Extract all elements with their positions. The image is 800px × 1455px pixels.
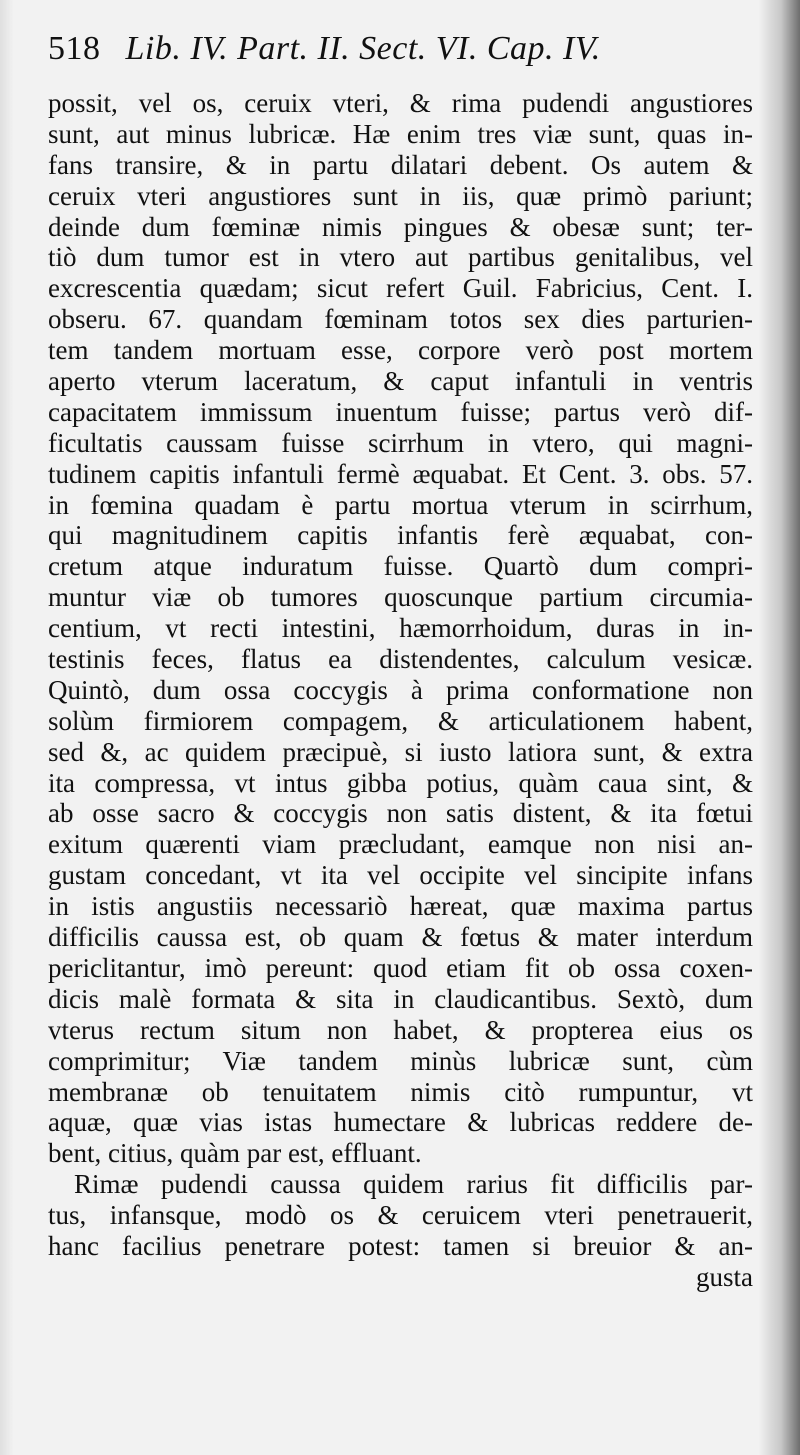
text-line: excrescentia quædam; sicut refert Guil. Fabricius, Cent. I. — [48, 273, 753, 304]
text-line: capacitatem immissum inuentum fuisse; partus verò dif- — [48, 396, 753, 427]
page-number: 518 — [48, 30, 101, 67]
text-line: tus, infansque, modò os & ceruicem vteri penetrauerit, — [48, 1200, 753, 1231]
text-line: Quintò, dum ossa coccygis à prima conformatione non — [48, 674, 753, 705]
text-line: tem tandem mortuam esse, corpore verò post mortem — [48, 335, 753, 366]
text-line: membranæ ob tenuitatem nimis citò rumpuntur, vt — [48, 1076, 753, 1107]
text-line: in istis angustiis necessariò hæreat, quæ maxima partus — [48, 891, 753, 922]
text-line: Rimæ pudendi caussa quidem rarius fit difficilis par- — [74, 1169, 753, 1200]
text-line: solùm firmiorem compagem, & articulationem habent, — [48, 705, 753, 736]
body-text — [48, 88, 753, 1293]
text-line: periclitantur, imò pereunt: quod etiam fit ob ossa coxen- — [48, 952, 753, 983]
text-line: fans transire, & in partu dilatari debent. Os autem & — [48, 149, 753, 180]
text-line: sunt, aut minus lubricæ. Hæ enim tres viæ sunt, quas in- — [48, 118, 753, 149]
text-line: vterus rectum situm non habet, & propterea eius os — [48, 1014, 753, 1045]
text-line: sed &, ac quidem præcipuè, si iusto latiora sunt, & extra — [48, 736, 753, 767]
gutter-shadow — [758, 0, 800, 1455]
text-line: bent, citius, quàm par est, effluant. — [48, 1138, 422, 1169]
text-line: obseru. 67. quandam fœminam totos sex dies parturien- — [48, 304, 753, 335]
text-line: dicis malè formata & sita in claudicantibus. Sextò, dum — [48, 983, 753, 1014]
text-line: in fœmina quadam è partu mortua vterum in scirrhum, — [48, 489, 753, 520]
text-line: gustam concedant, vt ita vel occipite vel sincipite infans — [48, 860, 753, 891]
text-line: ita compressa, vt intus gibba potius, quàm caua sint, & — [48, 767, 753, 798]
text-line: possit, vel os, ceruix vteri, & rima pudendi angustiores — [48, 88, 753, 118]
text-line: comprimitur; Viæ tandem minùs lubricæ sunt, cùm — [48, 1045, 753, 1076]
text-line: muntur viæ ob tumores quoscunque partium circumia- — [48, 582, 753, 613]
text-line: gusta — [696, 1261, 753, 1292]
text-line: difficilis caussa est, ob quam & fœtus & mater interdum — [48, 922, 753, 953]
text-line: deinde dum fœminæ nimis pingues & obesæ sunt; ter- — [48, 211, 753, 242]
text-line: aperto vterum laceratum, & caput infantuli in ventris — [48, 366, 753, 397]
running-header — [48, 30, 748, 80]
text-line: testinis feces, flatus ea distendentes, calculum vesicæ. — [48, 644, 753, 675]
text-line: ab osse sacro & coccygis non satis distent, & ita fœtui — [48, 798, 753, 829]
text-line: ficultatis caussam fuisse scirrhum in vtero, qui magni- — [48, 427, 753, 458]
text-line: aquæ, quæ vias istas humectare & lubricas reddere de- — [48, 1107, 753, 1138]
text-line: exitum quærenti viam præcludant, eamque non nisi an- — [48, 829, 753, 860]
text-line: cretum atque induratum fuisse. Quartò dum compri- — [48, 551, 753, 582]
page-left-edge — [0, 0, 14, 1455]
text-line: tudinem capitis infantuli fermè æquabat. Et Cent. 3. obs. 57. — [48, 458, 753, 489]
text-line: tiò dum tumor est in vtero aut partibus genitalibus, vel — [48, 242, 753, 273]
text-line: ceruix vteri angustiores sunt in iis, quæ primò pariunt; — [48, 180, 753, 211]
text-line: hanc facilius penetrare potest: tamen si breuior & an- — [48, 1230, 753, 1261]
text-line: qui magnitudinem capitis infantis ferè æquabat, con- — [48, 520, 753, 551]
running-title: Lib. IV. Part. II. Sect. VI. Cap. IV. — [125, 30, 601, 67]
text-line: centium, vt recti intestini, hæmorrhoidum, duras in in- — [48, 613, 753, 644]
